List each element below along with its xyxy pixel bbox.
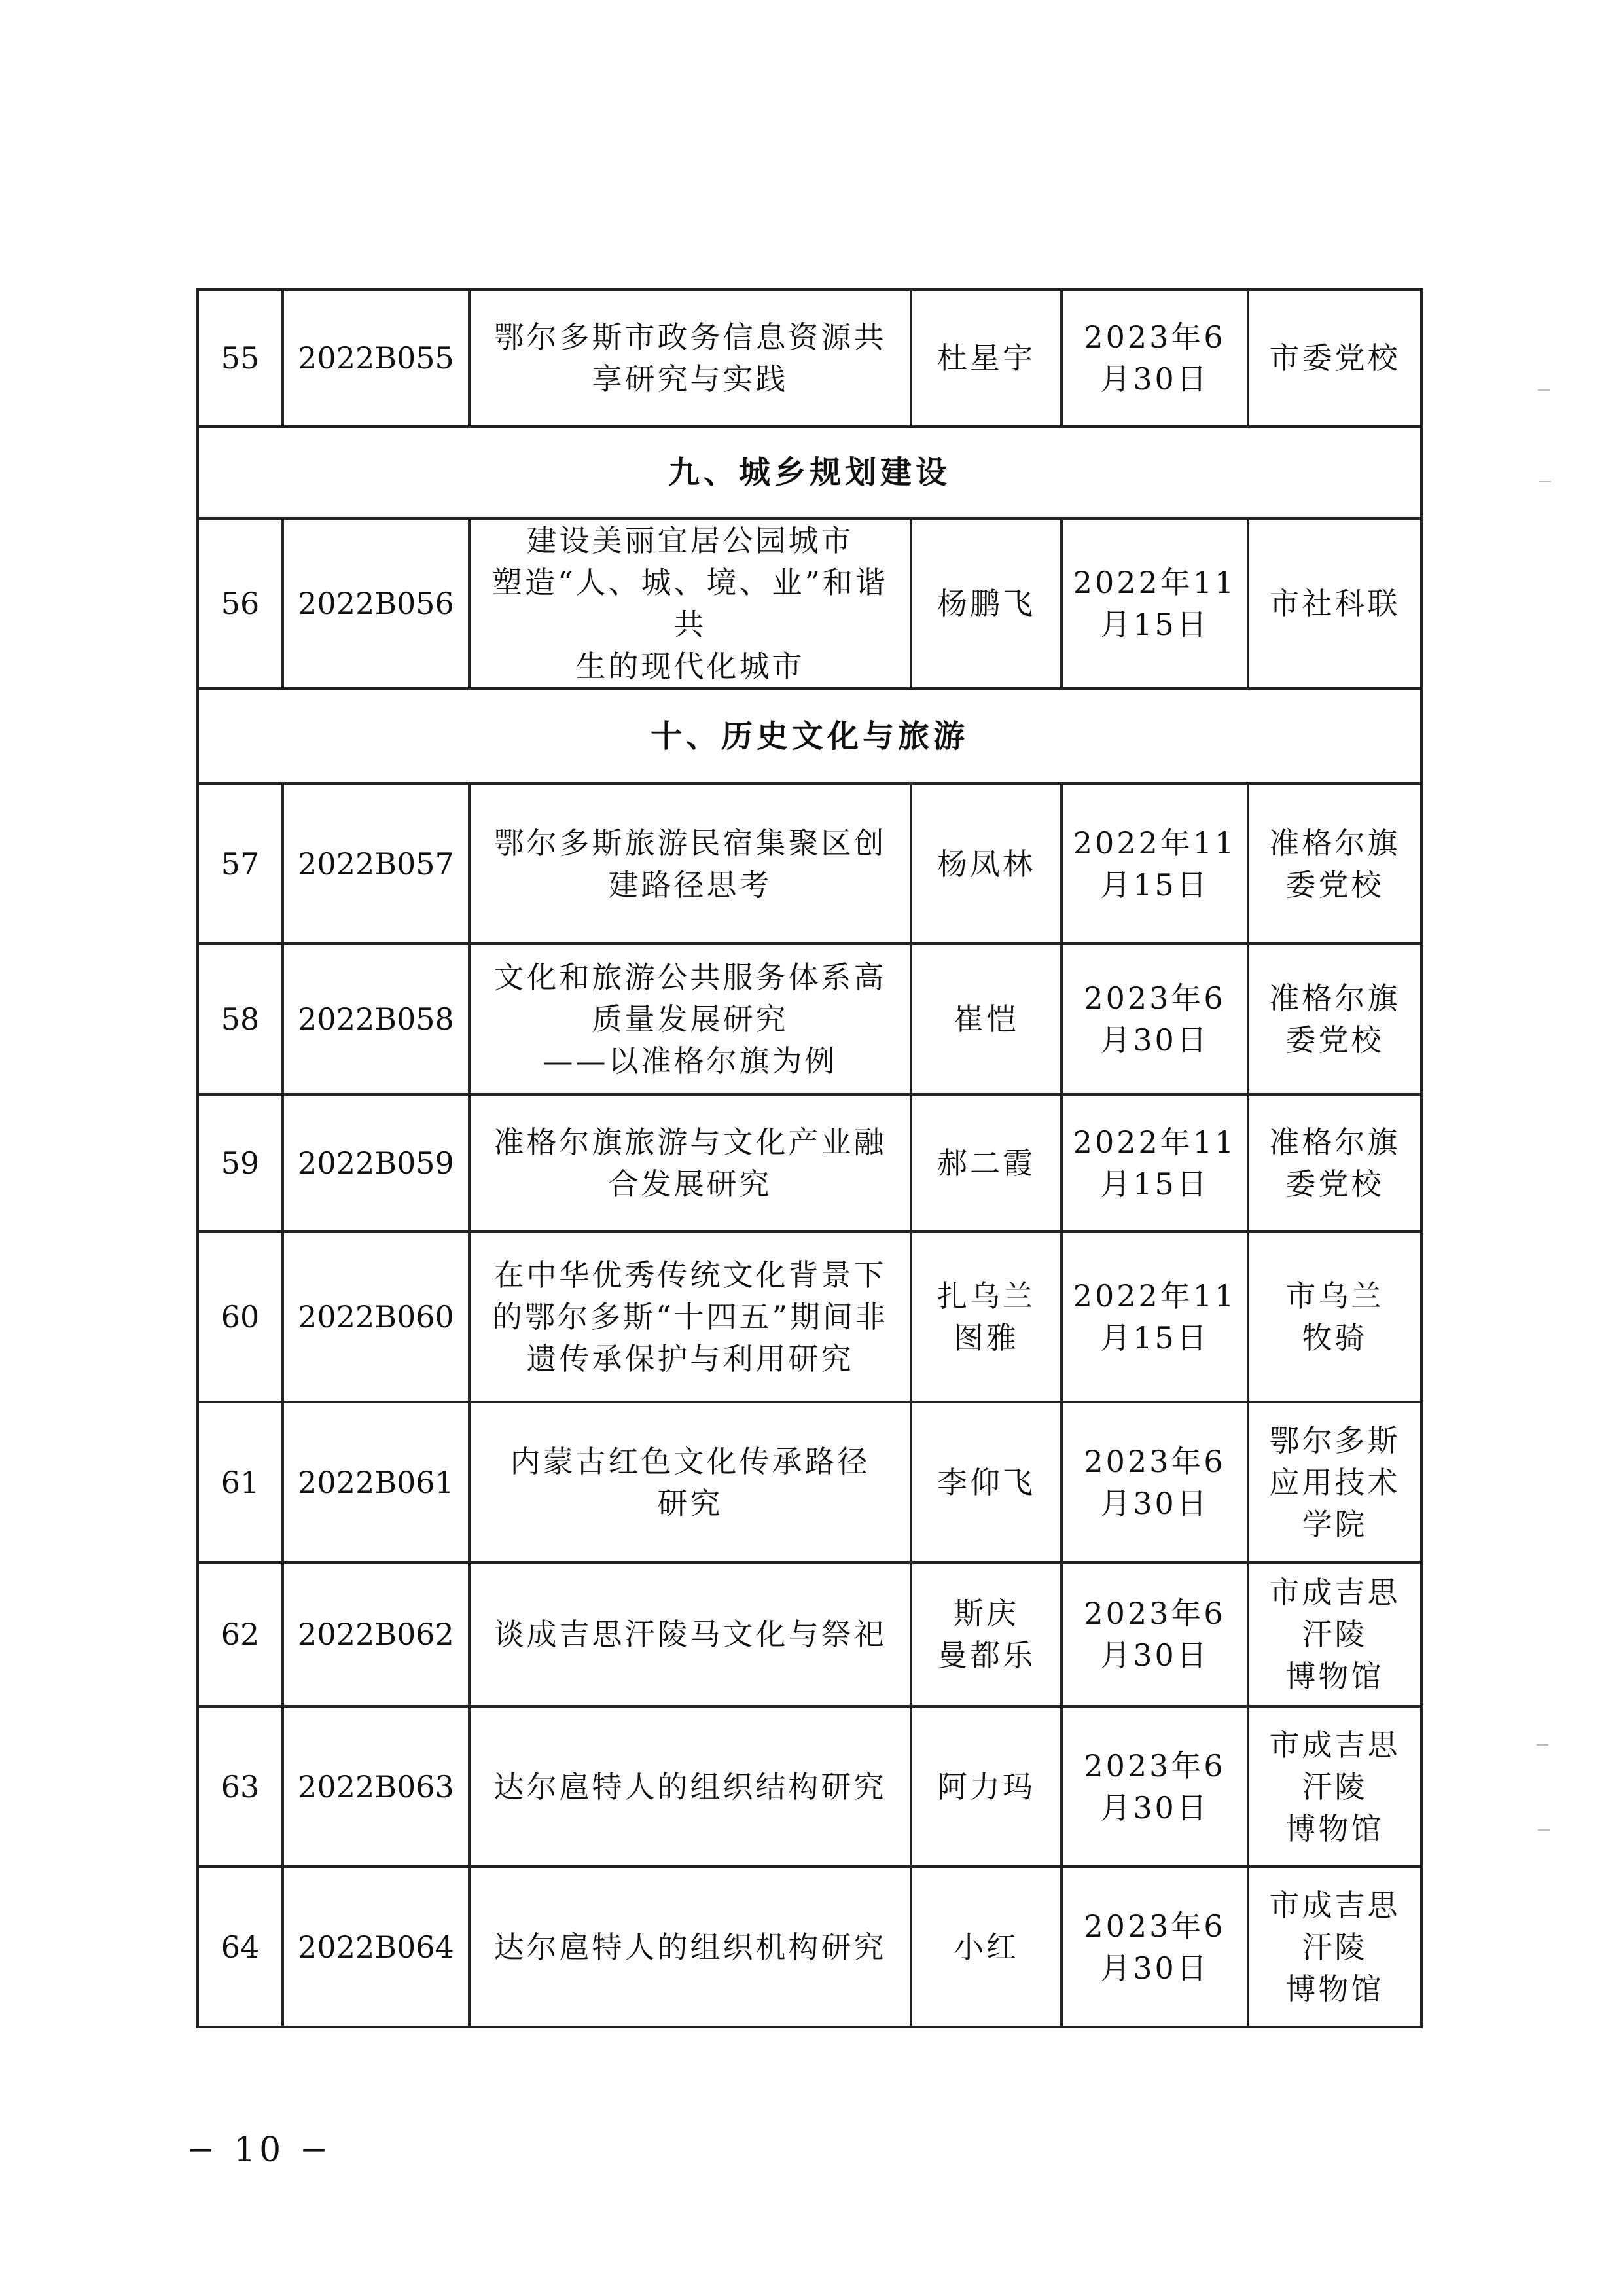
table-row [198, 1402, 1421, 1562]
scan-mark [1539, 481, 1551, 482]
table-row [198, 783, 1421, 944]
work-unit: 准格尔旗 委党校 [1248, 1094, 1421, 1232]
row-number: 56 [198, 518, 283, 689]
work-unit: 市社科联 [1248, 518, 1421, 689]
work-unit: 市成吉思 汗陵 博物馆 [1248, 1562, 1421, 1706]
completion-date: 2022年11 月15日 [1061, 518, 1248, 689]
project-code: 2022B061 [283, 1402, 469, 1562]
table-row [198, 518, 1421, 689]
project-title: 建设美丽宜居公园城市 塑造“人、城、境、业”和谐共 生的现代化城市 [469, 518, 911, 689]
completion-date: 2023年6 月30日 [1061, 944, 1248, 1094]
table-row [198, 944, 1421, 1094]
table-row [198, 289, 1421, 427]
row-number: 59 [198, 1094, 283, 1232]
project-leader: 斯庆 曼都乐 [911, 1562, 1061, 1706]
project-title: 准格尔旗旅游与文化产业融 合发展研究 [469, 1094, 911, 1232]
row-number: 57 [198, 783, 283, 944]
project-leader: 崔恺 [911, 944, 1061, 1094]
project-title: 谈成吉思汗陵马文化与祭祀 [469, 1562, 911, 1706]
project-title: 在中华优秀传统文化背景下 的鄂尔多斯“十四五”期间非 遗传承保护与利用研究 [469, 1232, 911, 1402]
project-leader: 杜星宇 [911, 289, 1061, 427]
project-table [196, 288, 1420, 2028]
work-unit: 准格尔旗 委党校 [1248, 944, 1421, 1094]
row-number: 61 [198, 1402, 283, 1562]
project-leader: 郝二霞 [911, 1094, 1061, 1232]
section-row [198, 689, 1421, 783]
project-code: 2022B064 [283, 1867, 469, 2027]
project-title: 内蒙古红色文化传承路径 研究 [469, 1402, 911, 1562]
completion-date: 2023年6 月30日 [1061, 1402, 1248, 1562]
section-row [198, 427, 1421, 518]
completion-date: 2022年11 月15日 [1061, 1094, 1248, 1232]
project-leader: 李仰飞 [911, 1402, 1061, 1562]
completion-date: 2023年6 月30日 [1061, 1706, 1248, 1867]
page-number: − 10 − [187, 2130, 332, 2170]
project-code: 2022B055 [283, 289, 469, 427]
project-title: 鄂尔多斯市政务信息资源共 享研究与实践 [469, 289, 911, 427]
completion-date: 2023年6 月30日 [1061, 1867, 1248, 2027]
work-unit: 市委党校 [1248, 289, 1421, 427]
project-code: 2022B062 [283, 1562, 469, 1706]
project-code: 2022B058 [283, 944, 469, 1094]
section-heading: 十、历史文化与旅游 [198, 689, 1421, 783]
project-leader: 杨凤林 [911, 783, 1061, 944]
project-code: 2022B057 [283, 783, 469, 944]
scan-mark [1537, 1744, 1548, 1746]
row-number: 58 [198, 944, 283, 1094]
table-row [198, 1867, 1421, 2027]
project-title: 文化和旅游公共服务体系高 质量发展研究 ——以准格尔旗为例 [469, 944, 911, 1094]
completion-date: 2022年11 月15日 [1061, 1232, 1248, 1402]
row-number: 62 [198, 1562, 283, 1706]
row-number: 64 [198, 1867, 283, 2027]
work-unit: 准格尔旗 委党校 [1248, 783, 1421, 944]
row-number: 55 [198, 289, 283, 427]
work-unit: 鄂尔多斯 应用技术 学院 [1248, 1402, 1421, 1562]
row-number: 60 [198, 1232, 283, 1402]
table-row [198, 1706, 1421, 1867]
project-code: 2022B060 [283, 1232, 469, 1402]
project-title: 达尔扈特人的组织结构研究 [469, 1706, 911, 1867]
project-title: 达尔扈特人的组织机构研究 [469, 1867, 911, 2027]
project-title: 鄂尔多斯旅游民宿集聚区创 建路径思考 [469, 783, 911, 944]
table-row [198, 1094, 1421, 1232]
work-unit: 市成吉思 汗陵 博物馆 [1248, 1706, 1421, 1867]
work-unit: 市成吉思 汗陵 博物馆 [1248, 1867, 1421, 2027]
project-leader: 扎乌兰 图雅 [911, 1232, 1061, 1402]
project-code: 2022B056 [283, 518, 469, 689]
scan-mark [1538, 389, 1550, 391]
completion-date: 2022年11 月15日 [1061, 783, 1248, 944]
table-row [198, 1562, 1421, 1706]
row-number: 63 [198, 1706, 283, 1867]
work-unit: 市乌兰 牧骑 [1248, 1232, 1421, 1402]
section-heading: 九、城乡规划建设 [198, 427, 1421, 518]
table-row [198, 1232, 1421, 1402]
completion-date: 2023年6 月30日 [1061, 289, 1248, 427]
project-leader: 阿力玛 [911, 1706, 1061, 1867]
project-code: 2022B063 [283, 1706, 469, 1867]
project-leader: 小红 [911, 1867, 1061, 2027]
scan-mark [1538, 1829, 1550, 1831]
project-code: 2022B059 [283, 1094, 469, 1232]
completion-date: 2023年6 月30日 [1061, 1562, 1248, 1706]
project-leader: 杨鹏飞 [911, 518, 1061, 689]
